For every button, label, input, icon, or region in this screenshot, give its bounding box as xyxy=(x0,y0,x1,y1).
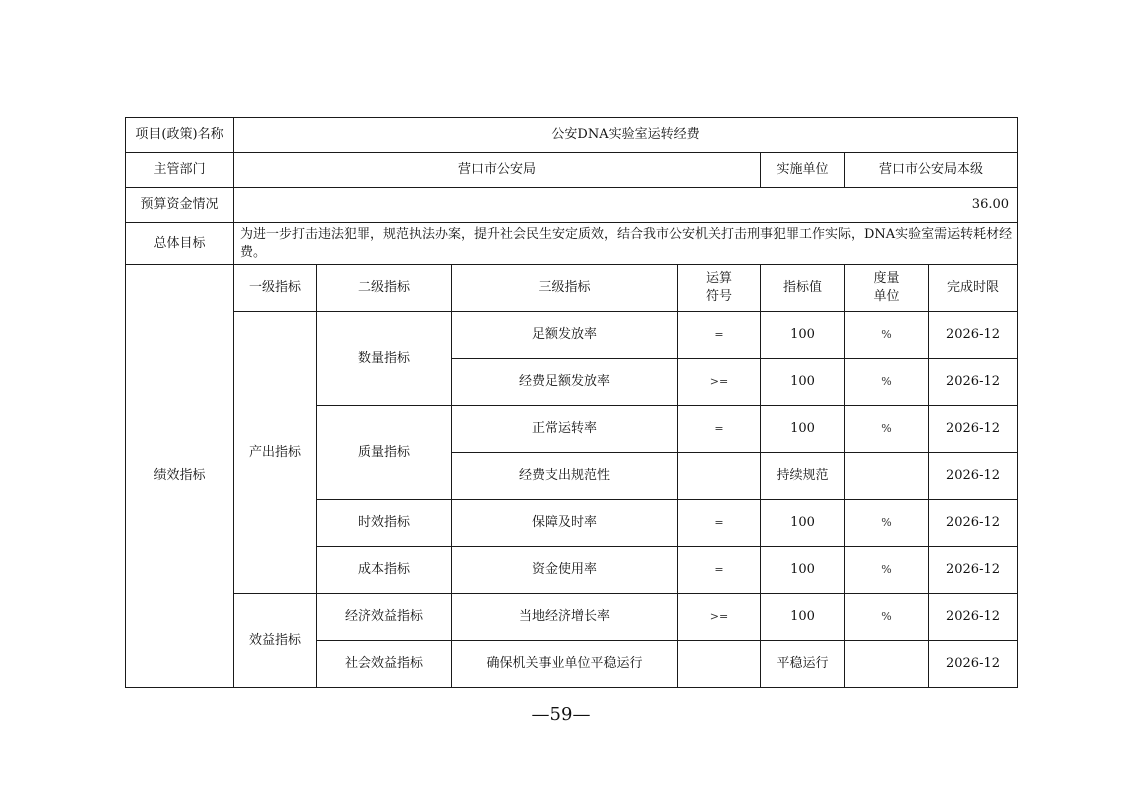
unit-header-line2: 单位 xyxy=(873,289,900,304)
indicator-operator: = xyxy=(678,406,761,453)
indicator-value: 持续规范 xyxy=(761,453,845,500)
indicator-deadline: 2026-12 xyxy=(929,453,1018,500)
operator-header-line1: 运算 xyxy=(705,271,732,286)
indicator-operator: = xyxy=(678,547,761,594)
indicator-deadline: 2026-12 xyxy=(929,547,1018,594)
performance-table xyxy=(125,117,1018,688)
indicator-unit: % xyxy=(845,312,929,359)
quantity-indicator-group: 数量指标 xyxy=(317,312,452,406)
indicator-value: 100 xyxy=(761,312,845,359)
indicator-unit: % xyxy=(845,547,929,594)
unit-header-line1: 度量 xyxy=(873,271,900,286)
indicator-deadline: 2026-12 xyxy=(929,359,1018,406)
indicator-deadline: 2026-12 xyxy=(929,594,1018,641)
indicator-name: 当地经济增长率 xyxy=(452,594,678,641)
indicator-operator: = xyxy=(678,500,761,547)
goal-value: 为进一步打击违法犯罪，规范执法办案，提升社会民生安定质效，结合我市公安机关打击刑事犯罪工作实际，DNA实验室需运转耗材经费。 xyxy=(234,223,1018,265)
budget-value: 36.00 xyxy=(234,188,1018,223)
budget-label: 预算资金情况 xyxy=(126,188,234,223)
benefit-indicator-group: 效益指标 xyxy=(234,594,317,688)
performance-indicator-label: 绩效指标 xyxy=(126,265,234,688)
indicator-value: 100 xyxy=(761,500,845,547)
output-indicator-group: 产出指标 xyxy=(234,312,317,594)
indicator-header-row xyxy=(126,265,1018,312)
operator-header xyxy=(678,265,761,312)
unit-header xyxy=(845,265,929,312)
indicator-operator: >= xyxy=(678,594,761,641)
indicator-value: 平稳运行 xyxy=(761,641,845,688)
indicator-name: 保障及时率 xyxy=(452,500,678,547)
goal-label: 总体目标 xyxy=(126,223,234,265)
indicator-name: 确保机关事业单位平稳运行 xyxy=(452,641,678,688)
page-number: —59— xyxy=(531,704,591,725)
dept-label: 主管部门 xyxy=(126,153,234,188)
cost-indicator-group: 成本指标 xyxy=(317,547,452,594)
indicator-name: 足额发放率 xyxy=(452,312,678,359)
indicator-name: 经费支出规范性 xyxy=(452,453,678,500)
project-row xyxy=(126,118,1018,153)
table-row xyxy=(126,594,1018,641)
table-row xyxy=(126,312,1018,359)
timeliness-indicator-group: 时效指标 xyxy=(317,500,452,547)
target-header: 指标值 xyxy=(761,265,845,312)
indicator-deadline: 2026-12 xyxy=(929,406,1018,453)
indicator-deadline: 2026-12 xyxy=(929,312,1018,359)
indicator-operator xyxy=(678,453,761,500)
indicator-value: 100 xyxy=(761,547,845,594)
dept-row xyxy=(126,153,1018,188)
indicator-unit: % xyxy=(845,359,929,406)
indicator-operator: >= xyxy=(678,359,761,406)
level3-header: 三级指标 xyxy=(452,265,678,312)
unit-value: 营口市公安局本级 xyxy=(845,153,1018,188)
indicator-unit: % xyxy=(845,500,929,547)
indicator-deadline: 2026-12 xyxy=(929,500,1018,547)
indicator-deadline: 2026-12 xyxy=(929,641,1018,688)
deadline-header: 完成时限 xyxy=(929,265,1018,312)
indicator-value: 100 xyxy=(761,406,845,453)
operator-header-line2: 符号 xyxy=(705,289,732,304)
economic-indicator-group: 经济效益指标 xyxy=(317,594,452,641)
indicator-unit: % xyxy=(845,594,929,641)
indicator-operator xyxy=(678,641,761,688)
indicator-name: 正常运转率 xyxy=(452,406,678,453)
indicator-unit: % xyxy=(845,406,929,453)
indicator-unit xyxy=(845,453,929,500)
indicator-name: 资金使用率 xyxy=(452,547,678,594)
dept-value: 营口市公安局 xyxy=(234,153,761,188)
project-label: 项目(政策)名称 xyxy=(126,118,234,153)
indicator-name: 经费足额发放率 xyxy=(452,359,678,406)
level2-header: 二级指标 xyxy=(317,265,452,312)
project-value: 公安DNA实验室运转经费 xyxy=(234,118,1018,153)
indicator-value: 100 xyxy=(761,594,845,641)
quality-indicator-group: 质量指标 xyxy=(317,406,452,500)
goal-row xyxy=(126,223,1018,265)
indicator-unit xyxy=(845,641,929,688)
indicator-value: 100 xyxy=(761,359,845,406)
level1-header: 一级指标 xyxy=(234,265,317,312)
social-indicator-group: 社会效益指标 xyxy=(317,641,452,688)
indicator-operator: = xyxy=(678,312,761,359)
budget-row xyxy=(126,188,1018,223)
unit-label: 实施单位 xyxy=(761,153,845,188)
